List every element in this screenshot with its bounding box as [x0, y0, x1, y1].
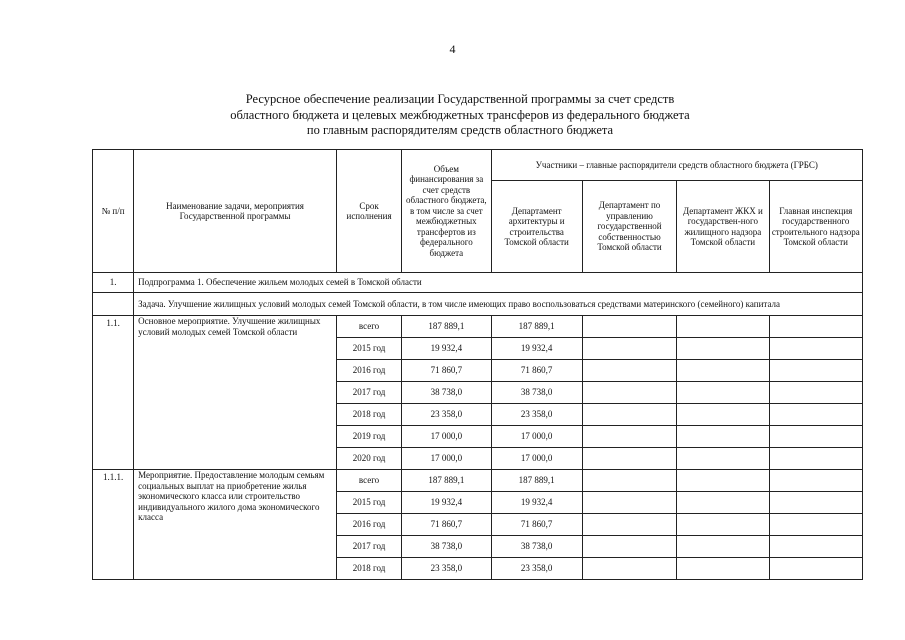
- dept2-cell: [582, 338, 676, 360]
- task-text: Задача. Улучшение жилищных условий молодых семей Томской области, в том числе имеющих право воспользоваться средствами материнского (семейного) капитала: [134, 293, 863, 316]
- dept1-cell: 71 860,7: [491, 360, 582, 382]
- volume-cell: 187 889,1: [402, 316, 491, 338]
- dept3-cell: [677, 514, 769, 536]
- dept2-cell: [582, 426, 676, 448]
- header-num: № п/п: [93, 150, 134, 273]
- task-row: [93, 293, 863, 316]
- volume-cell: 187 889,1: [402, 470, 491, 492]
- dept4-cell: [769, 470, 862, 492]
- dept2-cell: [582, 470, 676, 492]
- subprogram-num: 1.: [93, 273, 134, 293]
- dept3-cell: [677, 558, 769, 580]
- dept2-cell: [582, 558, 676, 580]
- volume-cell: 19 932,4: [402, 492, 491, 514]
- dept1-cell: 187 889,1: [491, 316, 582, 338]
- volume-cell: 71 860,7: [402, 514, 491, 536]
- header-term: Срок исполнения: [336, 150, 401, 273]
- dept4-cell: [769, 558, 862, 580]
- block2-name: Мероприятие. Предоставление молодым семьям социальных выплат на приобретение жилья экономического класса или строительство индивидуального жилого дома экономического класса: [134, 470, 337, 580]
- volume-cell: 38 738,0: [402, 382, 491, 404]
- dept4-cell: [769, 426, 862, 448]
- term-cell: 2017 год: [336, 536, 401, 558]
- dept1-cell: 19 932,4: [491, 338, 582, 360]
- block1-num: 1.1.: [93, 316, 134, 470]
- dept3-cell: [677, 426, 769, 448]
- dept1-cell: 23 358,0: [491, 558, 582, 580]
- dept1-cell: 38 738,0: [491, 382, 582, 404]
- dept2-cell: [582, 360, 676, 382]
- task-num-cell: [93, 293, 134, 316]
- page-number: 4: [449, 42, 456, 56]
- dept1-cell: 17 000,0: [491, 448, 582, 470]
- header-dept-property: Департамент по управлению государственной собственностью Томской области: [582, 181, 676, 273]
- volume-cell: 23 358,0: [402, 558, 491, 580]
- dept4-cell: [769, 338, 862, 360]
- term-cell: 2016 год: [336, 360, 401, 382]
- dept4-cell: [769, 514, 862, 536]
- dept4-cell: [769, 536, 862, 558]
- term-cell: всего: [336, 470, 401, 492]
- dept4-cell: [769, 404, 862, 426]
- dept1-cell: 23 358,0: [491, 404, 582, 426]
- volume-cell: 17 000,0: [402, 426, 491, 448]
- dept4-cell: [769, 316, 862, 338]
- title-line: Ресурсное обеспечение реализации Государственной программы за счет средств: [245, 92, 675, 106]
- header-participants: Участники – главные распорядители средств областного бюджета (ГРБС): [491, 150, 863, 181]
- dept4-cell: [769, 492, 862, 514]
- term-cell: 2019 год: [336, 426, 401, 448]
- header-dept-architecture: Департамент архитектуры и строительства Томской области: [491, 181, 582, 273]
- volume-cell: 19 932,4: [402, 338, 491, 360]
- dept2-cell: [582, 492, 676, 514]
- dept1-cell: 17 000,0: [491, 426, 582, 448]
- dept3-cell: [677, 470, 769, 492]
- dept3-cell: [677, 316, 769, 338]
- dept2-cell: [582, 448, 676, 470]
- dept1-cell: 19 932,4: [491, 492, 582, 514]
- dept3-cell: [677, 404, 769, 426]
- volume-cell: 71 860,7: [402, 360, 491, 382]
- term-cell: 2015 год: [336, 492, 401, 514]
- dept3-cell: [677, 360, 769, 382]
- dept1-cell: 187 889,1: [491, 470, 582, 492]
- dept3-cell: [677, 492, 769, 514]
- term-cell: 2018 год: [336, 558, 401, 580]
- dept2-cell: [582, 514, 676, 536]
- dept2-cell: [582, 316, 676, 338]
- term-cell: всего: [336, 316, 401, 338]
- budget-table: [92, 149, 863, 580]
- dept2-cell: [582, 404, 676, 426]
- dept2-cell: [582, 536, 676, 558]
- block2-num: 1.1.1.: [93, 470, 134, 580]
- dept4-cell: [769, 382, 862, 404]
- subprogram-row: [93, 273, 863, 293]
- volume-cell: 38 738,0: [402, 536, 491, 558]
- table-row: [93, 470, 863, 492]
- dept2-cell: [582, 382, 676, 404]
- dept4-cell: [769, 360, 862, 382]
- dept1-cell: 71 860,7: [491, 514, 582, 536]
- block1-name: Основное мероприятие. Улучшение жилищных условий молодых семей Томской области: [134, 316, 337, 470]
- term-cell: 2015 год: [336, 338, 401, 360]
- term-cell: 2017 год: [336, 382, 401, 404]
- document-title: [150, 92, 770, 139]
- title-line: областного бюджета и целевых межбюджетных трансферов из федерального бюджета: [230, 107, 690, 122]
- header-name: Наименование задачи, мероприятия Государственной программы: [134, 150, 337, 273]
- volume-cell: 17 000,0: [402, 448, 491, 470]
- table-row: [93, 316, 863, 338]
- dept1-cell: 38 738,0: [491, 536, 582, 558]
- term-cell: 2020 год: [336, 448, 401, 470]
- header-row-top: [93, 150, 863, 181]
- dept3-cell: [677, 338, 769, 360]
- title-line: по главным распорядителям средств областного бюджета: [306, 123, 614, 137]
- dept4-cell: [769, 448, 862, 470]
- dept3-cell: [677, 382, 769, 404]
- header-dept-inspection: Главная инспекция государственного строительного надзора Томской области: [769, 181, 862, 273]
- term-cell: 2018 год: [336, 404, 401, 426]
- dept3-cell: [677, 448, 769, 470]
- term-cell: 2016 год: [336, 514, 401, 536]
- volume-cell: 23 358,0: [402, 404, 491, 426]
- header-dept-housing: Департамент ЖКХ и государствен-ного жилищного надзора Томской области: [677, 181, 769, 273]
- header-volume: Объем финансирования за счет средств областного бюджета, в том числе за счет межбюджетных трансфертов из федерального бюджета: [402, 150, 491, 273]
- dept3-cell: [677, 536, 769, 558]
- subprogram-title: Подпрограмма 1. Обеспечение жильем молодых семей в Томской области: [134, 273, 863, 293]
